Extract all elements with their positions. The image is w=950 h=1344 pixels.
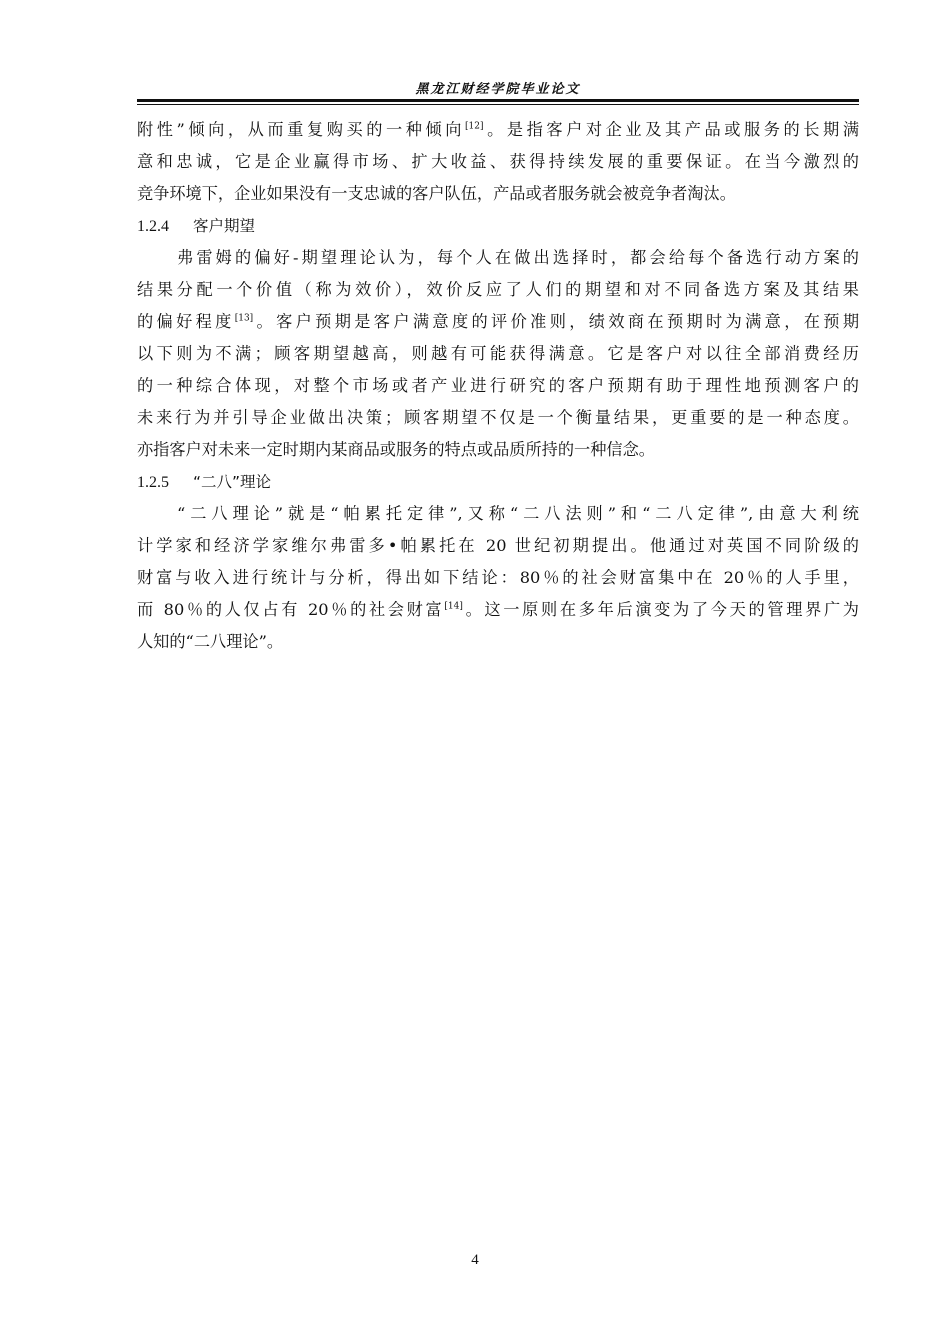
paragraph-loyalty xyxy=(137,114,859,210)
page-header-title: 黑龙江财经学院毕业论文 xyxy=(415,82,581,97)
text-line: 以下则为不满；顾客期望越高，则越有可能获得满意。它是客户对以往全部消费经历 xyxy=(137,344,859,363)
document-body xyxy=(137,114,859,658)
citation-ref: [12] xyxy=(465,121,484,132)
section-heading-1-2-5 xyxy=(137,466,859,498)
text-line: 的一种综合体现，对整个市场或者产业进行研究的客户预期有助于理性地预测客户的 xyxy=(137,376,859,395)
citation-ref: [14] xyxy=(444,601,463,612)
paragraph-pareto xyxy=(137,498,859,658)
header-rule-thick xyxy=(137,99,859,102)
text-line: 人知的“二八理论”。 xyxy=(137,632,284,651)
text-line: “二八理论”就是“帕累托定律”,又称“二八法则”和“二八定律”,由意大利统 xyxy=(177,504,859,523)
header-rule-thin xyxy=(137,104,859,105)
section-number: 1.2.5 xyxy=(137,474,169,491)
text-line: 亦指客户对未来一定时期内某商品或服务的特点或品质所持的一种信念。 xyxy=(137,440,655,459)
text-line: 竞争环境下，企业如果没有一支忠诚的客户队伍，产品或者服务就会被竞争者淘汰。 xyxy=(137,184,736,203)
section-title: “二八”理论 xyxy=(193,473,272,491)
section-number: 1.2.4 xyxy=(137,218,169,235)
text-line: 而 80％的人仅占有 20％的社会财富[14]。这一原则在多年后演变为了今天的管理界广为 xyxy=(137,600,859,619)
text-line: 附性”倾向，从而重复购买的一种倾向[12]。是指客户对企业及其产品或服务的长期满 xyxy=(137,120,860,139)
text-line: 的偏好程度[13]。客户预期是客户满意度的评价准则，绩效商在预期时为满意，在预期 xyxy=(137,312,860,331)
page-number: 4 xyxy=(471,1252,479,1268)
citation-ref: [13] xyxy=(234,313,254,324)
text-line: 计学家和经济学家维尔弗雷多•帕累托在 20 世纪初期提出。他通过对英国不同阶级的 xyxy=(137,536,859,555)
text-line: 结果分配一个价值（称为效价），效价反应了人们的期望和对不同备选方案及其结果 xyxy=(137,280,859,299)
text-line: 意和忠诚，它是企业赢得市场、扩大收益、获得持续发展的重要保证。在当今激烈的 xyxy=(137,152,859,171)
section-title: 客户期望 xyxy=(193,217,256,235)
paragraph-customer-expectation xyxy=(137,242,859,466)
text-line: 弗雷姆的偏好-期望理论认为，每个人在做出选择时，都会给每个备选行动方案的 xyxy=(177,248,859,267)
section-heading-1-2-4 xyxy=(137,210,859,242)
text-line: 未来行为并引导企业做出决策；顾客期望不仅是一个衡量结果，更重要的是一种态度。 xyxy=(137,408,859,427)
text-line: 财富与收入进行统计与分析，得出如下结论：80％的社会财富集中在 20％的人手里， xyxy=(137,568,859,587)
